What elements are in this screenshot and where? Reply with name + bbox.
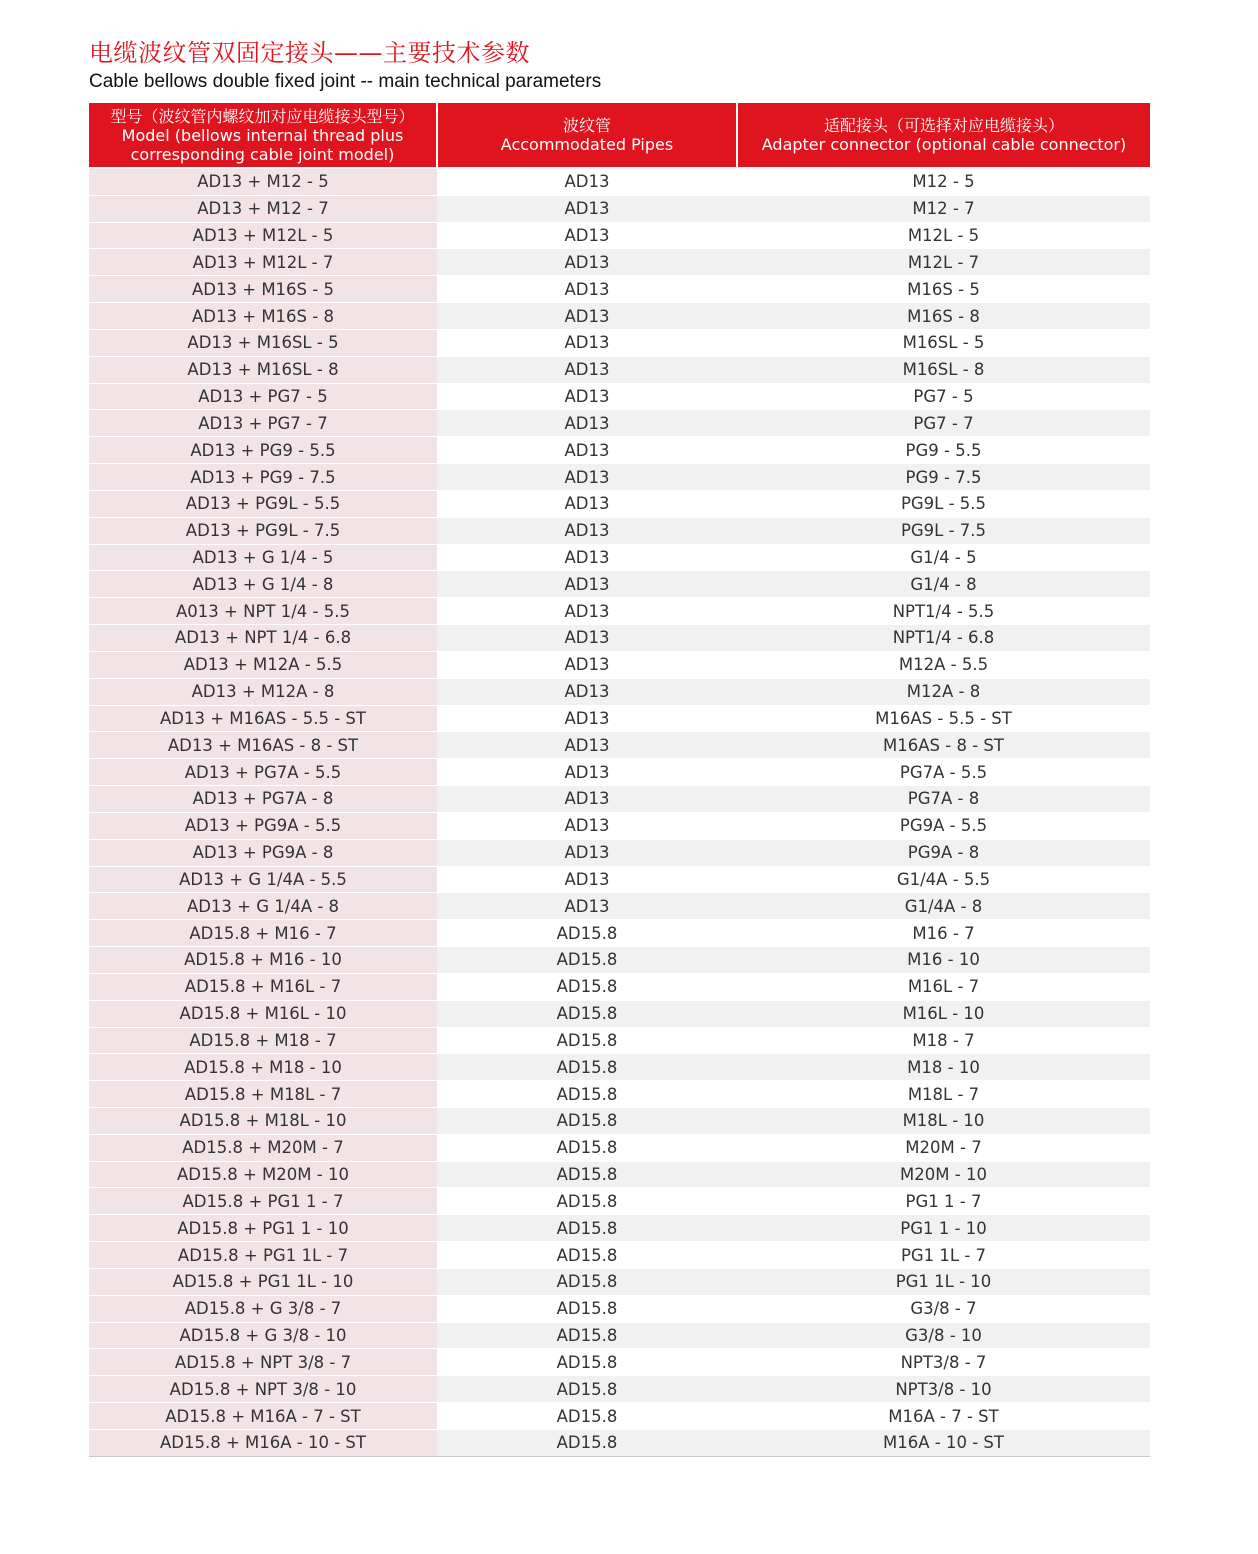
table-row	[89, 356, 1150, 383]
cell-model: AD13 + PG9A - 5.5	[89, 812, 437, 839]
table-row	[89, 464, 1150, 491]
table-row	[89, 1268, 1150, 1295]
cell-adapter: PG7 - 5	[737, 383, 1150, 410]
table-row	[89, 625, 1150, 652]
cell-model: AD13 + G 1/4A - 8	[89, 893, 437, 920]
cell-adapter: G3/8 - 10	[737, 1322, 1150, 1349]
cell-model: AD13 + PG7A - 8	[89, 786, 437, 813]
table-row	[89, 973, 1150, 1000]
cell-adapter: M16 - 10	[737, 947, 1150, 974]
cell-adapter: M20M - 10	[737, 1161, 1150, 1188]
header-pipes-cn: 波纹管	[562, 116, 611, 135]
cell-pipe: AD13	[437, 678, 737, 705]
cell-pipe: AD13	[437, 356, 737, 383]
cell-model: AD13 + PG9A - 8	[89, 839, 437, 866]
table-row	[89, 866, 1150, 893]
cell-model: AD13 + M16S - 8	[89, 303, 437, 330]
cell-adapter: PG9 - 7.5	[737, 464, 1150, 491]
cell-model: AD15.8 + PG1 1L - 7	[89, 1242, 437, 1269]
table-row	[89, 1000, 1150, 1027]
cell-pipe: AD15.8	[437, 1134, 737, 1161]
cell-adapter: PG9L - 5.5	[737, 490, 1150, 517]
table-row	[89, 303, 1150, 330]
table-row	[89, 678, 1150, 705]
cell-pipe: AD13	[437, 839, 737, 866]
table-row	[89, 786, 1150, 813]
cell-pipe: AD15.8	[437, 1295, 737, 1322]
cell-pipe: AD13	[437, 598, 737, 625]
cell-model: AD13 + M12A - 5.5	[89, 651, 437, 678]
cell-adapter: M16S - 8	[737, 303, 1150, 330]
table-row	[89, 1027, 1150, 1054]
header-pipes	[437, 103, 737, 168]
table-row	[89, 947, 1150, 974]
cell-adapter: M16A - 7 - ST	[737, 1403, 1150, 1430]
cell-pipe: AD13	[437, 571, 737, 598]
cell-model: AD15.8 + M20M - 7	[89, 1134, 437, 1161]
cell-adapter: PG7A - 8	[737, 786, 1150, 813]
cell-adapter: G1/4 - 8	[737, 571, 1150, 598]
table-row	[89, 1242, 1150, 1269]
cell-model: AD15.8 + M18L - 7	[89, 1081, 437, 1108]
cell-adapter: M16L - 7	[737, 973, 1150, 1000]
cell-adapter: M18 - 7	[737, 1027, 1150, 1054]
cell-model: AD15.8 + G 3/8 - 10	[89, 1322, 437, 1349]
cell-pipe: AD13	[437, 383, 737, 410]
table-row	[89, 544, 1150, 571]
cell-pipe: AD13	[437, 732, 737, 759]
cell-model: AD13 + M12 - 5	[89, 168, 437, 195]
table-row	[89, 651, 1150, 678]
cell-model: AD13 + PG9 - 5.5	[89, 437, 437, 464]
cell-model: AD15.8 + NPT 3/8 - 7	[89, 1349, 437, 1376]
cell-pipe: AD15.8	[437, 920, 737, 947]
cell-adapter: M16SL - 5	[737, 329, 1150, 356]
cell-pipe: AD13	[437, 329, 737, 356]
cell-model: AD13 + PG9L - 5.5	[89, 490, 437, 517]
cell-adapter: M12L - 7	[737, 249, 1150, 276]
header-pipes-en: Accommodated Pipes	[500, 135, 674, 154]
cell-model: AD15.8 + M16A - 7 - ST	[89, 1403, 437, 1430]
cell-pipe: AD13	[437, 759, 737, 786]
cell-model: AD13 + M12A - 8	[89, 678, 437, 705]
cell-adapter: M16SL - 8	[737, 356, 1150, 383]
table-row	[89, 195, 1150, 222]
table-row	[89, 839, 1150, 866]
cell-pipe: AD15.8	[437, 1403, 737, 1430]
cell-model: AD15.8 + M16 - 10	[89, 947, 437, 974]
cell-model: AD15.8 + M20M - 10	[89, 1161, 437, 1188]
cell-adapter: PG9L - 7.5	[737, 517, 1150, 544]
header-row	[89, 103, 1150, 168]
cell-model: AD15.8 + M18 - 7	[89, 1027, 437, 1054]
cell-pipe: AD15.8	[437, 973, 737, 1000]
cell-model: AD13 + M16AS - 5.5 - ST	[89, 705, 437, 732]
table-row	[89, 1349, 1150, 1376]
table-row	[89, 598, 1150, 625]
cell-pipe: AD13	[437, 490, 737, 517]
cell-pipe: AD15.8	[437, 1349, 737, 1376]
cell-model: AD13 + M12L - 5	[89, 222, 437, 249]
table-row	[89, 517, 1150, 544]
cell-model: AD15.8 + PG1 1L - 10	[89, 1268, 437, 1295]
cell-adapter: NPT3/8 - 10	[737, 1376, 1150, 1403]
cell-model: AD15.8 + M16A - 10 - ST	[89, 1429, 437, 1456]
table-row	[89, 1134, 1150, 1161]
table-row	[89, 276, 1150, 303]
page-title-english: Cable bellows double fixed joint -- main technical parameters	[89, 71, 602, 92]
cell-adapter: PG9 - 5.5	[737, 437, 1150, 464]
cell-model: AD13 + M16SL - 5	[89, 329, 437, 356]
cell-adapter: PG9A - 5.5	[737, 812, 1150, 839]
cell-model: AD15.8 + M16L - 7	[89, 973, 437, 1000]
table-row	[89, 1403, 1150, 1430]
cell-pipe: AD13	[437, 195, 737, 222]
cell-model: AD15.8 + M16L - 10	[89, 1000, 437, 1027]
cell-adapter: M18L - 7	[737, 1081, 1150, 1108]
table-row	[89, 410, 1150, 437]
cell-pipe: AD15.8	[437, 1322, 737, 1349]
cell-model: AD13 + G 1/4A - 5.5	[89, 866, 437, 893]
cell-adapter: M18 - 10	[737, 1054, 1150, 1081]
cell-pipe: AD15.8	[437, 1429, 737, 1456]
cell-pipe: AD13	[437, 437, 737, 464]
cell-adapter: M16AS - 5.5 - ST	[737, 705, 1150, 732]
cell-adapter: PG9A - 8	[737, 839, 1150, 866]
table-row	[89, 1081, 1150, 1108]
cell-adapter: PG7 - 7	[737, 410, 1150, 437]
table-row	[89, 249, 1150, 276]
cell-pipe: AD13	[437, 893, 737, 920]
table-row	[89, 1376, 1150, 1403]
cell-adapter: M12A - 5.5	[737, 651, 1150, 678]
table-row	[89, 168, 1150, 195]
cell-pipe: AD13	[437, 786, 737, 813]
cell-adapter: M18L - 10	[737, 1107, 1150, 1134]
header-adapter-cn: 适配接头（可选择对应电缆接头）	[823, 116, 1064, 135]
cell-adapter: M16 - 7	[737, 920, 1150, 947]
cell-model: AD13 + PG9 - 7.5	[89, 464, 437, 491]
cell-adapter: NPT1/4 - 6.8	[737, 625, 1150, 652]
cell-adapter: M20M - 7	[737, 1134, 1150, 1161]
table-row	[89, 329, 1150, 356]
cell-pipe: AD13	[437, 303, 737, 330]
table-row	[89, 222, 1150, 249]
cell-adapter: M16AS - 8 - ST	[737, 732, 1150, 759]
cell-adapter: PG7A - 5.5	[737, 759, 1150, 786]
cell-model: AD15.8 + PG1 1 - 7	[89, 1188, 437, 1215]
cell-model: AD13 + PG7 - 7	[89, 410, 437, 437]
cell-adapter: M16L - 10	[737, 1000, 1150, 1027]
cell-model: AD13 + M16S - 5	[89, 276, 437, 303]
cell-model: AD13 + M12L - 7	[89, 249, 437, 276]
cell-pipe: AD13	[437, 866, 737, 893]
table-row	[89, 812, 1150, 839]
table-row	[89, 1322, 1150, 1349]
table-header	[89, 103, 1150, 168]
cell-adapter: PG1 1L - 7	[737, 1242, 1150, 1269]
cell-pipe: AD15.8	[437, 1000, 737, 1027]
cell-adapter: M16A - 10 - ST	[737, 1429, 1150, 1456]
cell-model: AD15.8 + G 3/8 - 7	[89, 1295, 437, 1322]
cell-pipe: AD13	[437, 705, 737, 732]
cell-model: AD13 + G 1/4 - 5	[89, 544, 437, 571]
cell-adapter: PG1 1L - 10	[737, 1268, 1150, 1295]
cell-adapter: M12A - 8	[737, 678, 1150, 705]
cell-pipe: AD15.8	[437, 1027, 737, 1054]
cell-pipe: AD15.8	[437, 1376, 737, 1403]
cell-model: AD13 + PG9L - 7.5	[89, 517, 437, 544]
cell-model: AD13 + PG7 - 5	[89, 383, 437, 410]
cell-adapter: PG1 1 - 10	[737, 1215, 1150, 1242]
cell-adapter: G1/4A - 8	[737, 893, 1150, 920]
table-row	[89, 1161, 1150, 1188]
header-model-cn: 型号（波纹管内螺纹加对应电缆接头型号）	[110, 106, 415, 126]
cell-pipe: AD15.8	[437, 1161, 737, 1188]
table-row	[89, 1107, 1150, 1134]
cell-model: A013 + NPT 1/4 - 5.5	[89, 598, 437, 625]
table-row	[89, 705, 1150, 732]
cell-pipe: AD13	[437, 168, 737, 195]
cell-model: AD13 + M12 - 7	[89, 195, 437, 222]
cell-pipe: AD13	[437, 812, 737, 839]
header-adapter	[737, 103, 1150, 168]
table-row	[89, 759, 1150, 786]
cell-model: AD13 + M16SL - 8	[89, 356, 437, 383]
cell-pipe: AD13	[437, 410, 737, 437]
header-model-en: Model (bellows internal thread plus corresponding cable joint model)	[121, 125, 404, 164]
cell-adapter: M16S - 5	[737, 276, 1150, 303]
cell-pipe: AD13	[437, 651, 737, 678]
cell-adapter: G3/8 - 7	[737, 1295, 1150, 1322]
cell-pipe: AD13	[437, 276, 737, 303]
cell-model: AD13 + M16AS - 8 - ST	[89, 732, 437, 759]
table-row	[89, 490, 1150, 517]
cell-model: AD13 + NPT 1/4 - 6.8	[89, 625, 437, 652]
table-body	[89, 168, 1150, 1456]
cell-adapter: PG1 1 - 7	[737, 1188, 1150, 1215]
cell-model: AD13 + G 1/4 - 8	[89, 571, 437, 598]
cell-pipe: AD15.8	[437, 1268, 737, 1295]
header-model	[89, 103, 437, 168]
table-row	[89, 437, 1150, 464]
table-row	[89, 1054, 1150, 1081]
cell-pipe: AD15.8	[437, 1188, 737, 1215]
table-row	[89, 1429, 1150, 1456]
cell-adapter: G1/4A - 5.5	[737, 866, 1150, 893]
cell-pipe: AD13	[437, 249, 737, 276]
table-row	[89, 383, 1150, 410]
cell-model: AD13 + PG7A - 5.5	[89, 759, 437, 786]
table-row	[89, 920, 1150, 947]
cell-model: AD15.8 + M18 - 10	[89, 1054, 437, 1081]
table-row	[89, 1295, 1150, 1322]
cell-pipe: AD13	[437, 464, 737, 491]
cell-model: AD15.8 + M16 - 7	[89, 920, 437, 947]
cell-pipe: AD15.8	[437, 1215, 737, 1242]
parameters-table	[89, 103, 1150, 1457]
cell-pipe: AD13	[437, 222, 737, 249]
table-row	[89, 893, 1150, 920]
cell-pipe: AD13	[437, 625, 737, 652]
cell-model: AD15.8 + PG1 1 - 10	[89, 1215, 437, 1242]
cell-adapter: M12L - 5	[737, 222, 1150, 249]
cell-pipe: AD15.8	[437, 947, 737, 974]
cell-adapter: M12 - 5	[737, 168, 1150, 195]
cell-model: AD15.8 + M18L - 10	[89, 1107, 437, 1134]
table-row	[89, 571, 1150, 598]
cell-pipe: AD15.8	[437, 1242, 737, 1269]
cell-adapter: NPT3/8 - 7	[737, 1349, 1150, 1376]
page-title-chinese: 电缆波纹管双固定接头——主要技术参数	[89, 39, 530, 67]
cell-adapter: G1/4 - 5	[737, 544, 1150, 571]
cell-pipe: AD13	[437, 544, 737, 571]
cell-model: AD15.8 + NPT 3/8 - 10	[89, 1376, 437, 1403]
cell-adapter: M12 - 7	[737, 195, 1150, 222]
header-adapter-en: Adapter connector (optional cable connector)	[761, 135, 1127, 154]
cell-adapter: NPT1/4 - 5.5	[737, 598, 1150, 625]
cell-pipe: AD15.8	[437, 1081, 737, 1108]
cell-pipe: AD13	[437, 517, 737, 544]
cell-pipe: AD15.8	[437, 1107, 737, 1134]
cell-pipe: AD15.8	[437, 1054, 737, 1081]
table-row	[89, 732, 1150, 759]
table-row	[89, 1188, 1150, 1215]
table-row	[89, 1215, 1150, 1242]
